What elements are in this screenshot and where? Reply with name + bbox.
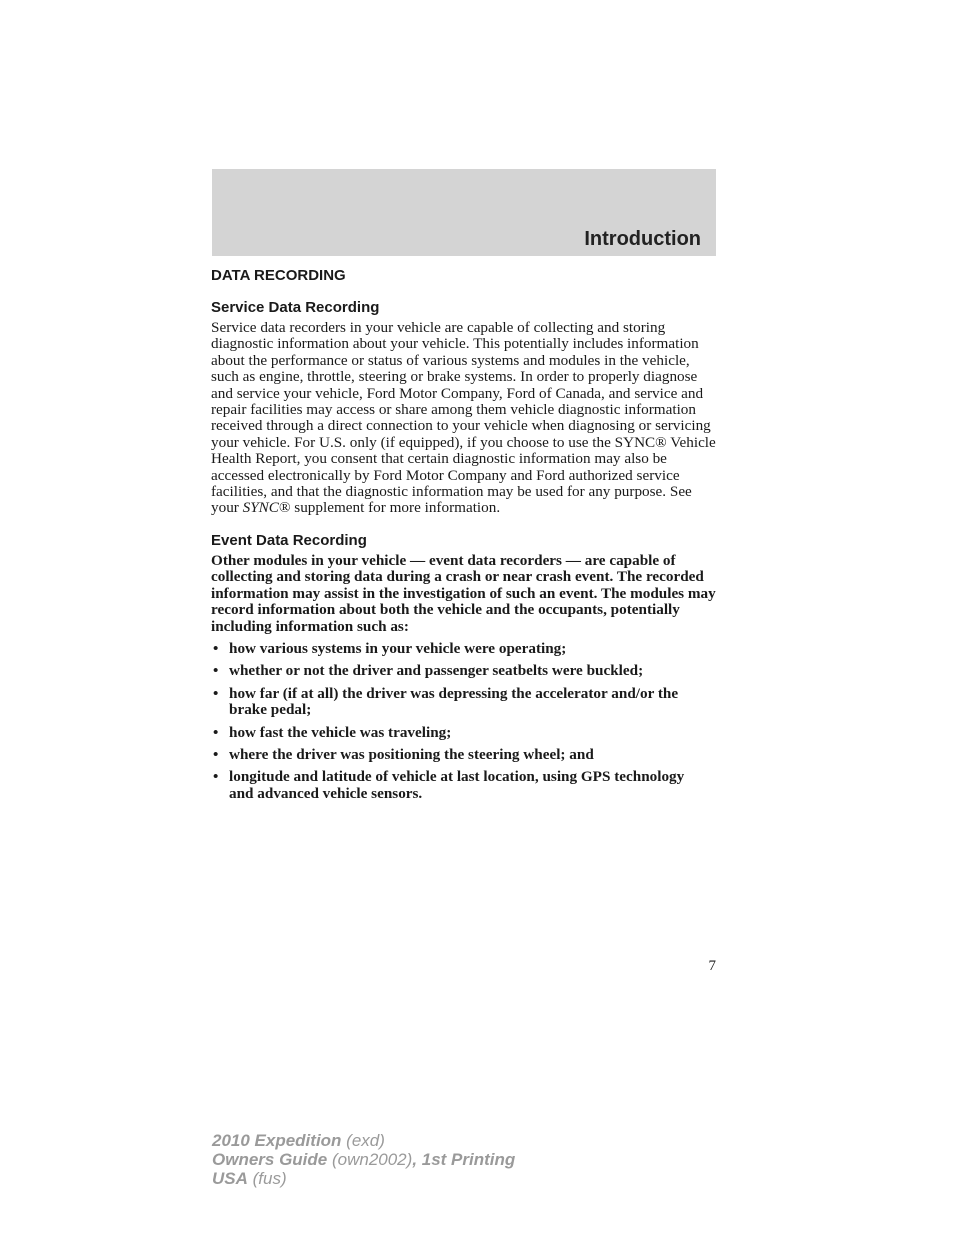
footer-market-code: (fus) [247,1169,287,1188]
list-item-text: whether or not the driver and passenger seatbelts were buckled; [229,662,644,680]
event-data-intro: Other modules in your vehicle — event data recorders — are capable of collecting and storing data during a crash or near crash event. The recorded information may assist in the investigation of such an event. The modules may record information about both the vehicle and the occupants, potentially including information such as: [211,551,716,635]
event-data-recording-heading: Event Data Recording [211,531,367,549]
list-item [211,769,709,802]
chapter-title: Introduction [584,228,701,250]
list-item-text: longitude and latitude of vehicle at last location, using GPS technology and advanced vehicle sensors. [229,768,685,802]
list-item [211,725,709,741]
list-item [211,747,709,763]
section-title: DATA RECORDING [211,267,346,284]
list-item-text: where the driver was positioning the steering wheel; and [229,745,594,763]
list-item [211,686,709,719]
page-number: 7 [708,958,716,974]
footer-model-code: (exd) [341,1131,385,1150]
footer-line-1 [212,1131,515,1150]
list-item-text: how fast the vehicle was traveling; [229,723,452,741]
bullet-icon: • [213,768,219,786]
footer-guide-code: (own2002) [327,1150,413,1169]
chapter-header-band [212,169,716,256]
bullet-icon: • [213,723,219,741]
page-content [211,266,721,808]
bullet-icon: • [213,662,219,680]
list-item [211,641,709,657]
document-footer [212,1131,515,1188]
bullet-icon: • [213,639,219,657]
service-text-part2: ® supplement for more information. [278,499,501,517]
bullet-icon: • [213,684,219,702]
service-text-part1: Service data recorders in your vehicle are capable of collecting and storing diagnostic information about your vehicle. This potentially includes information about the performance or status of various systems and modules in the vehicle, such as engine, throttle, steering or brake systems. In order to properly diagnose and service your vehicle, Ford Motor Company, Ford of Canada, and service and repair facilities may access or share among them vehicle diagnostic information received through a direct connection to your vehicle when diagnosing or servicing your vehicle. For U.S. only (if equipped), if you choose to use the SYNC® Vehicle Health Report, you consent that certain diagnostic information may also be accessed electronically by Ford Motor Company and Ford authorized service facilities, and that the diagnostic information may be used for any purpose. See your [211,319,716,517]
footer-printing: , 1st Printing [412,1150,516,1169]
service-data-recording-heading: Service Data Recording [211,299,380,316]
footer-market: USA [212,1169,248,1188]
footer-model: 2010 Expedition [212,1131,342,1150]
list-item [211,663,709,679]
service-data-paragraph [211,320,719,517]
footer-line-3 [212,1169,515,1188]
event-data-list [211,641,721,802]
sync-italic: SYNC [242,499,279,517]
list-item-text: how far (if at all) the driver was depressing the accelerator and/or the brake pedal; [229,684,679,719]
bullet-icon: • [213,745,219,763]
footer-guide: Owners Guide [212,1150,328,1169]
list-item-text: how various systems in your vehicle were operating; [229,639,567,657]
footer-line-2 [212,1150,515,1169]
